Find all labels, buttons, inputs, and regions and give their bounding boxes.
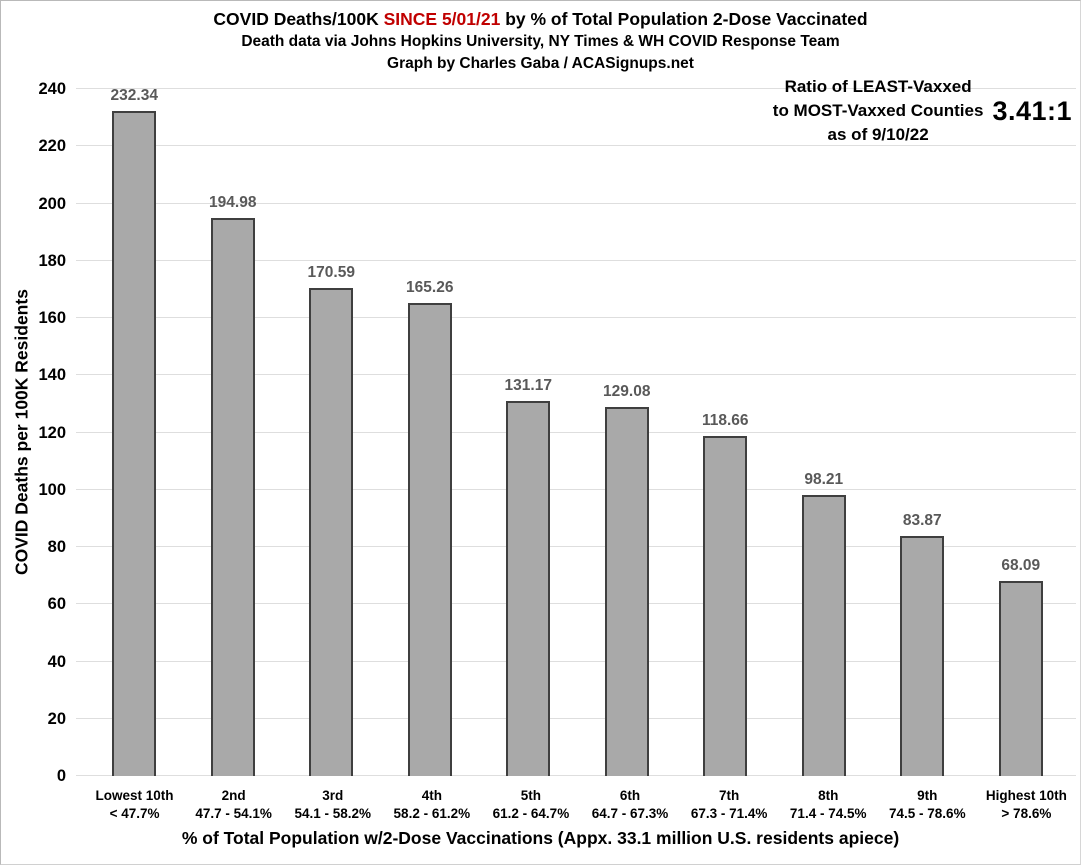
chart-subtitle: Death data via Johns Hopkins University, NY Times & WH COVID Response Team: [241, 33, 840, 50]
chart-title-highlight: SINCE 5/01/21: [383, 9, 501, 29]
y-axis-tick-label: 180: [38, 251, 66, 270]
bar-slot: [184, 89, 283, 776]
y-axis-tick-label: 40: [47, 652, 66, 671]
x-category-label: [779, 787, 878, 823]
bar-slot: [775, 89, 874, 776]
chart-credit: Graph by Charles Gaba / ACASignups.net: [387, 55, 694, 72]
bar-value-label: 129.08: [603, 382, 651, 400]
x-category-label: [283, 787, 382, 823]
bar-slot: [479, 89, 578, 776]
y-axis-tick-label: 240: [38, 80, 66, 98]
x-category-label: [878, 787, 977, 823]
bar-value-label: 165.26: [406, 278, 454, 296]
bar: [900, 536, 944, 776]
x-category-range: 64.7 - 67.3%: [591, 806, 669, 821]
x-category-range: > 78.6%: [1001, 806, 1052, 821]
bar: [408, 303, 452, 776]
bar-slot: [381, 89, 480, 776]
x-category-range: 71.4 - 74.5%: [789, 806, 867, 821]
x-category-range: 58.2 - 61.2%: [393, 806, 471, 821]
y-axis-tick-label: 220: [38, 137, 66, 156]
bar-slot: [972, 89, 1071, 776]
x-category-label: [382, 787, 481, 823]
chart-title-suffix: by % of Total Population 2-Dose Vaccinated: [500, 9, 868, 29]
y-axis-tick-label: 0: [56, 767, 66, 785]
x-category-name: 7th: [718, 788, 740, 803]
x-category-label: [580, 787, 679, 823]
bar: [112, 111, 156, 776]
bar-slot: [676, 89, 775, 776]
bar-slot: [85, 86, 184, 776]
y-axis-tick-label: 140: [38, 366, 66, 385]
ratio-annotation-line2: to MOST-Vaxxed Counties: [772, 101, 984, 120]
x-category-label: [977, 787, 1076, 823]
bar: [605, 407, 649, 776]
chart-header: [1, 8, 1080, 75]
bar: [802, 495, 846, 776]
bar: [309, 288, 353, 776]
bar-slot: [282, 89, 381, 776]
x-category-name: Lowest 10th: [95, 788, 174, 803]
x-category-name: 5th: [520, 788, 542, 803]
x-category-label: [85, 787, 184, 823]
x-category-label: [481, 787, 580, 823]
x-category-name: 3rd: [322, 788, 344, 803]
bar-value-label: 68.09: [1001, 557, 1041, 575]
chart-title-prefix: COVID Deaths/100K: [213, 9, 384, 29]
x-category-name: 4th: [421, 788, 442, 803]
bar-slot: [873, 89, 972, 776]
y-axis-tick-label: 200: [38, 194, 66, 213]
y-axis-tick-label: 20: [47, 709, 66, 728]
x-category-label: [184, 787, 283, 823]
bar-value-label: 98.21: [804, 470, 844, 488]
x-category-range: 74.5 - 78.6%: [889, 806, 966, 821]
x-category-name: Highest 10th: [985, 788, 1067, 803]
y-axis-title: COVID Deaths per 100K Residents: [11, 289, 32, 576]
bar-value-label: 170.59: [307, 263, 355, 281]
x-category-label: [680, 787, 779, 823]
x-category-range: 54.1 - 58.2%: [294, 806, 372, 821]
bar-slot: [578, 89, 677, 776]
x-axis-labels: [85, 776, 1076, 823]
bar-value-label: 118.66: [701, 412, 749, 430]
ratio-annotation: [773, 75, 1072, 147]
ratio-annotation-line1: Ratio of LEAST-Vaxxed: [784, 77, 972, 96]
bar-value-label: 232.34: [110, 86, 158, 104]
ratio-value: 3.41:1: [992, 95, 1072, 126]
x-category-name: 8th: [818, 788, 839, 803]
x-category-range: 47.7 - 54.1%: [195, 806, 272, 821]
x-category-range: 67.3 - 71.4%: [690, 806, 768, 821]
y-axis-tick-label: 60: [47, 595, 66, 614]
x-category-name: 2nd: [221, 788, 246, 803]
y-axis-tick-label: 100: [38, 480, 66, 499]
ratio-annotation-text: [773, 75, 984, 147]
bar-value-label: 194.98: [209, 193, 257, 211]
y-axis-tick-label: 160: [38, 309, 66, 328]
x-category-range: 61.2 - 64.7%: [492, 806, 570, 821]
x-axis-title: % of Total Population w/2-Dose Vaccinations (Appx. 33.1 million U.S. residents apiece): [181, 828, 900, 848]
y-axis-tick-label: 120: [38, 423, 66, 442]
x-category-name: 6th: [619, 788, 641, 803]
y-axis-tick-label: 80: [47, 538, 66, 557]
chart-title: [1, 8, 1080, 31]
bar: [211, 218, 255, 776]
bar-value-label: 83.87: [902, 511, 942, 529]
bar-value-label: 131.17: [504, 376, 552, 394]
bar: [999, 581, 1043, 776]
x-category-range: < 47.7%: [109, 806, 160, 821]
bar: [703, 436, 747, 776]
x-category-name: 9th: [917, 788, 938, 803]
ratio-annotation-line3: as of 9/10/22: [827, 125, 929, 144]
bar: [506, 401, 550, 776]
